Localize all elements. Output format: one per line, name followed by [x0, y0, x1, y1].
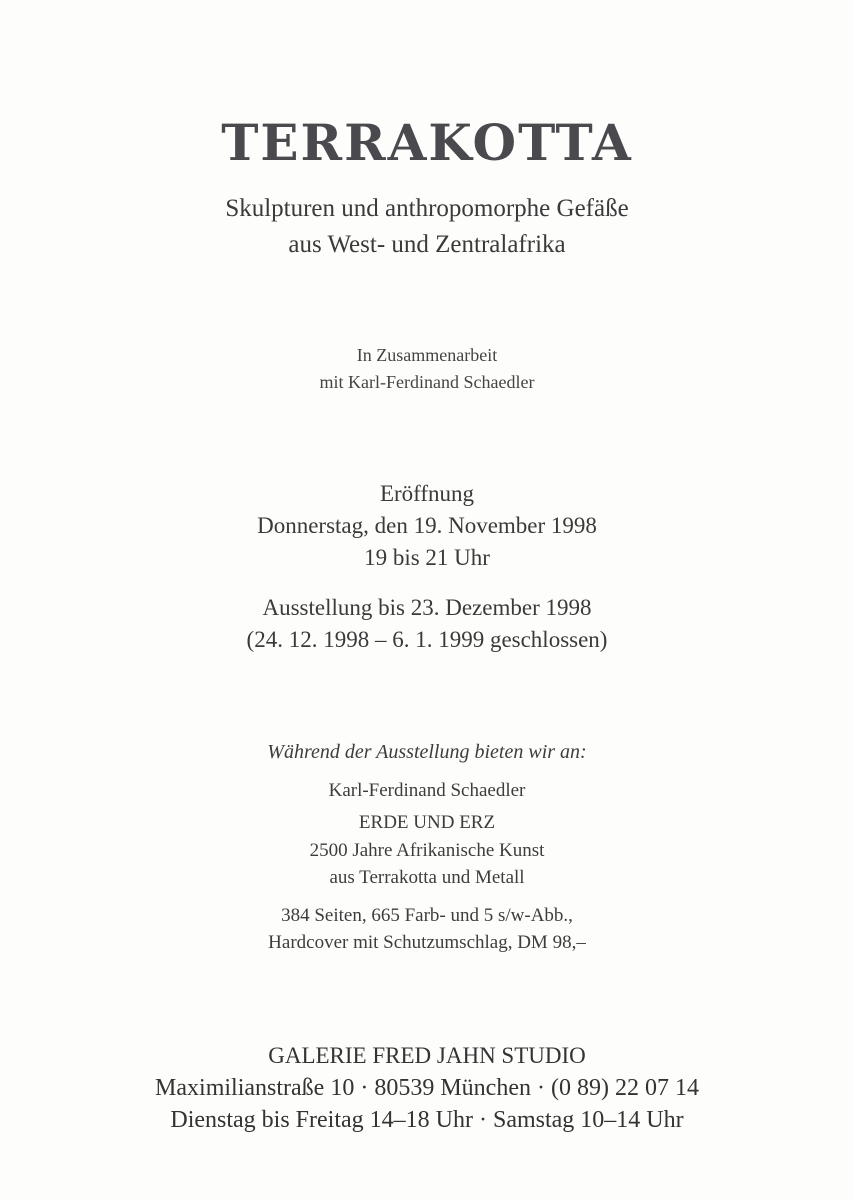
- closed-period: (24. 12. 1998 – 6. 1. 1999 geschlossen): [246, 627, 608, 652]
- cooperation-line-2: mit Karl-Ferdinand Schaedler: [319, 372, 535, 392]
- exhibition-until: Ausstellung bis 23. Dezember 1998: [262, 595, 592, 620]
- book-subtitle-1: 2500 Jahre Afrikanische Kunst: [309, 840, 545, 861]
- gallery-address: Maximilianstraße 10 · 80539 München · (0 89) 22 07 14: [155, 1075, 699, 1101]
- subtitle-line-2: aus West- und Zentralafrika: [288, 231, 566, 258]
- opening-date: Donnerstag, den 19. November 1998: [257, 513, 597, 538]
- book-details-2: Hardcover mit Schutzumschlag, DM 98,–: [268, 932, 586, 953]
- subtitle-line-1: Skulpturen und anthropomorphe Gefäße: [225, 195, 629, 222]
- book-title: ERDE UND ERZ: [358, 812, 496, 833]
- cooperation-line-1: In Zusammenarbeit: [356, 345, 498, 365]
- gallery-name: GALERIE FRED JAHN STUDIO: [268, 1043, 586, 1068]
- opening-label: Eröffnung: [379, 481, 475, 506]
- gallery-hours: Dienstag bis Freitag 14–18 Uhr · Samstag 10–14 Uhr: [170, 1107, 684, 1133]
- book-details-1: 384 Seiten, 665 Farb- und 5 s/w-Abb.,: [281, 905, 573, 926]
- page-title: TERRAKOTTA: [221, 113, 633, 172]
- book-subtitle-2: aus Terrakotta und Metall: [329, 867, 525, 888]
- opening-time: 19 bis 21 Uhr: [364, 545, 490, 570]
- book-author: Karl-Ferdinand Schaedler: [328, 780, 526, 801]
- offer-intro: Während der Ausstellung bieten wir an:: [267, 741, 587, 763]
